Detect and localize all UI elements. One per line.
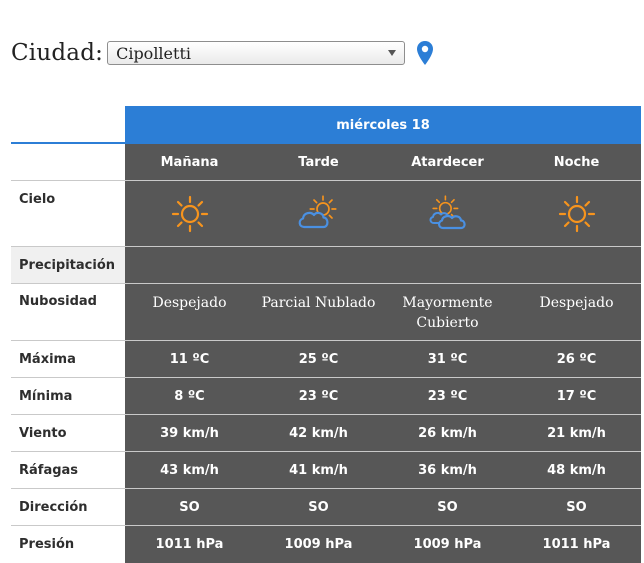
row-label: Presión bbox=[11, 526, 125, 563]
max-temp-cell: 26 ºC bbox=[556, 352, 597, 367]
wind-cell: 39 km/h bbox=[160, 426, 219, 441]
row-label: Máxima bbox=[11, 341, 125, 377]
row-label: Dirección bbox=[11, 489, 125, 525]
row-label: Mínima bbox=[11, 378, 125, 414]
date-row bbox=[11, 106, 641, 144]
city-label: Ciudad: bbox=[11, 40, 104, 66]
wind-cell: 42 km/h bbox=[289, 426, 348, 441]
gust-cell: 36 km/h bbox=[418, 463, 477, 478]
table-row-rafagas bbox=[11, 452, 641, 489]
period-header: Mañana bbox=[160, 155, 219, 170]
sun-icon bbox=[170, 194, 210, 234]
location-pin-icon[interactable] bbox=[416, 40, 434, 66]
table-row-minima bbox=[11, 378, 641, 415]
table-row-cielo bbox=[11, 181, 641, 247]
sky-cell bbox=[125, 181, 254, 246]
precip-cell bbox=[383, 247, 512, 283]
date-header: miércoles 18 bbox=[125, 106, 641, 144]
forecast-table bbox=[11, 106, 641, 563]
row-label: Nubosidad bbox=[11, 284, 125, 340]
direction-cell: SO bbox=[308, 500, 329, 515]
row-label: Viento bbox=[11, 415, 125, 451]
min-temp-cell: 23 ºC bbox=[298, 389, 339, 404]
pressure-cell: 1011 hPa bbox=[155, 537, 224, 552]
table-row-maxima bbox=[11, 341, 641, 378]
direction-cell: SO bbox=[179, 500, 200, 515]
sky-cell bbox=[254, 181, 383, 246]
gust-cell: 41 km/h bbox=[289, 463, 348, 478]
direction-cell: SO bbox=[437, 500, 458, 515]
max-temp-cell: 25 ºC bbox=[298, 352, 339, 367]
periods-row bbox=[11, 144, 641, 181]
pressure-cell: 1011 hPa bbox=[542, 537, 611, 552]
condition-cell: Mayormente Cubierto bbox=[402, 295, 493, 331]
row-label: Cielo bbox=[11, 181, 125, 246]
city-select[interactable] bbox=[107, 41, 405, 65]
city-selector-row bbox=[11, 36, 434, 70]
date-spacer bbox=[11, 106, 125, 144]
chevron-down-icon bbox=[388, 50, 396, 56]
row-label: Precipitación bbox=[11, 247, 125, 283]
period-header: Noche bbox=[553, 155, 600, 170]
table-row-direccion bbox=[11, 489, 641, 526]
table-row-viento bbox=[11, 415, 641, 452]
gust-cell: 43 km/h bbox=[160, 463, 219, 478]
condition-cell: Parcial Nublado bbox=[261, 295, 376, 311]
min-temp-cell: 8 ºC bbox=[174, 389, 205, 404]
min-temp-cell: 23 ºC bbox=[427, 389, 468, 404]
gust-cell: 48 km/h bbox=[547, 463, 606, 478]
city-select-value: Cipolletti bbox=[116, 43, 191, 63]
direction-cell: SO bbox=[566, 500, 587, 515]
partly-cloudy-icon bbox=[296, 194, 342, 234]
wind-cell: 26 km/h bbox=[418, 426, 477, 441]
max-temp-cell: 11 ºC bbox=[169, 352, 210, 367]
table-row-presion bbox=[11, 526, 641, 563]
max-temp-cell: 31 ºC bbox=[427, 352, 468, 367]
sky-cell bbox=[383, 181, 512, 246]
min-temp-cell: 17 ºC bbox=[556, 389, 597, 404]
mostly-cloudy-icon bbox=[425, 194, 471, 234]
period-header: Tarde bbox=[298, 155, 339, 170]
condition-cell: Despejado bbox=[539, 295, 614, 311]
row-label: Ráfagas bbox=[11, 452, 125, 488]
table-row-precipitacion bbox=[11, 247, 641, 284]
period-header: Atardecer bbox=[411, 155, 484, 170]
precip-cell bbox=[125, 247, 254, 283]
pressure-cell: 1009 hPa bbox=[284, 537, 353, 552]
periods-row-label bbox=[11, 144, 125, 180]
pressure-cell: 1009 hPa bbox=[413, 537, 482, 552]
wind-cell: 21 km/h bbox=[547, 426, 606, 441]
sun-icon bbox=[557, 194, 597, 234]
table-row-nubosidad bbox=[11, 284, 641, 341]
precip-cell bbox=[254, 247, 383, 283]
condition-cell: Despejado bbox=[152, 295, 227, 311]
precip-cell bbox=[512, 247, 641, 283]
sky-cell bbox=[512, 181, 641, 246]
